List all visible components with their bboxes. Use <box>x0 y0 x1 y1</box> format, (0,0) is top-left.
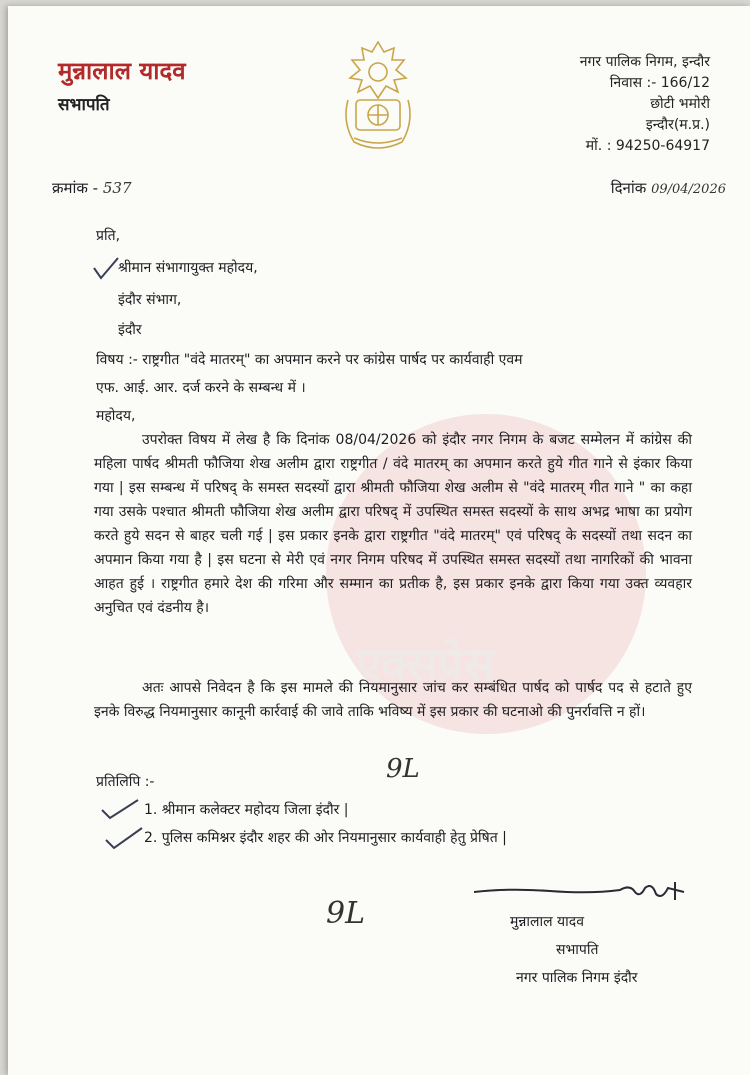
checkmark-icon <box>92 256 120 282</box>
body-paragraph-1: उपरोक्त विषय में लेख है कि दिनांक 08/04/2026 को इंदौर नगर निगम के बजट सम्मेलन में कांग्रेस की महिला पार्षद श्रीमती फौजिया शेख अलीम द्वारा राष्ट्रगीत / वंदे मातरम् का अपमान करते हुये गीत गाने से इंकार किया गया | इस सम्बन्ध में परिषद् के समस्त सदस्यों द्वारा श्रीमती फौजिया शेख अलीम से "वंदे मातरम् गीत गाने " का कहा गया उसके पश्चात श्रीमती फौजिया शेख अलीम द्वारा परिषद् में उपस्थित समस्त सदस्यों के साथ अभद्र भाषा का प्रयोग करते हुये सदन से बाहर चली गई | इस प्रकार इनके द्वारा राष्ट्रगीत "वंदे मातरम्" एवं परिषद् के सदस्यों तथा सदन का अपमान किया गया है | इस घटना से मेरी एवं नगर निगम परिषद में उपस्थित समस्त सदस्यों तथा नागरिकों की भावना आहत हुई । राष्ट्रगीत हमारे देश की गरिमा और सम्मान का प्रतीक है, इस प्रकार इनके द्वारा किया गया उक्त व्यवहार अनुचित एवं दंडनीय है। <box>94 432 692 616</box>
body-paragraph-2: अतः आपसे निवेदन है कि इस मामले की नियमानुसार जांच कर सम्बंधित पार्षद को पार्षद पद से हटाते हुए इनके विरुद्ध नियमानुसार कानूनी कार्रवाई की जावे ताकि भविष्य में इस प्रकार की घटनाओ की पुनर्रावत्ति न हों। <box>94 680 692 720</box>
recipient-line-1: श्रीमान संभागायुक्त महोदय, <box>118 260 258 276</box>
signatory-designation: सभापति <box>556 942 599 958</box>
date-label: दिनांक <box>610 179 647 197</box>
signatory-office: नगर पालिक निगम इंदौर <box>516 970 638 986</box>
copy-item-2: 2. पुलिस कमिश्नर इंदौर शहर की ओर नियमानुसार कार्यवाही हेतु प्रेषित | <box>144 830 507 846</box>
residence-city: इन्दौर(म.प्र.) <box>645 117 710 133</box>
watermark-text: एक्सप्रेस <box>356 637 495 691</box>
recipient-to: प्रति, <box>96 228 121 244</box>
copy-item-1: 1. श्रीमान कलेक्टर महोदय जिला इंदौर | <box>144 802 349 818</box>
salutation: महोदय, <box>96 408 136 424</box>
subject-line-1: विषय :- राष्ट्रगीत "वंदे मातरम्" का अपमान करने पर कांग्रेस पार्षद पर कार्यवाही एवम <box>96 352 523 368</box>
recipient-line-3: इंदौर <box>118 322 142 338</box>
emblem-icon <box>338 38 418 156</box>
office-name: नगर पालिक निगम, इन्दौर <box>579 54 710 70</box>
mobile-number: मों. : 94250-64917 <box>585 138 710 154</box>
checkmark-icon <box>104 824 144 852</box>
signatory-name: मुन्नालाल यादव <box>510 914 585 930</box>
date-line <box>611 178 726 198</box>
sender-address-block <box>580 52 710 157</box>
sender-name: मुन्नालाल यादव <box>58 57 186 85</box>
residence-number: निवास :- 166/12 <box>609 75 710 91</box>
handwritten-initials-mark: 9L <box>326 896 366 931</box>
reference-label: क्रमांक - <box>52 179 99 197</box>
subject-line-2: एफ. आई. आर. दर्ज करने के सम्बन्ध में । <box>96 380 306 396</box>
checkmark-icon <box>100 796 140 822</box>
handwritten-initials-mark: 9L <box>386 754 420 784</box>
residence-area: छोटी भमोरी <box>650 96 710 112</box>
reference-line <box>52 178 132 198</box>
letter-page <box>8 6 750 1075</box>
recipient-line-2: इंदौर संभाग, <box>118 292 182 308</box>
sender-designation: सभापति <box>58 95 110 115</box>
copies-label: प्रतिलिपि :- <box>96 774 155 790</box>
signature-scribble <box>470 878 690 908</box>
date-value: 09/04/2026 <box>651 182 726 197</box>
reference-number: 537 <box>102 179 132 197</box>
